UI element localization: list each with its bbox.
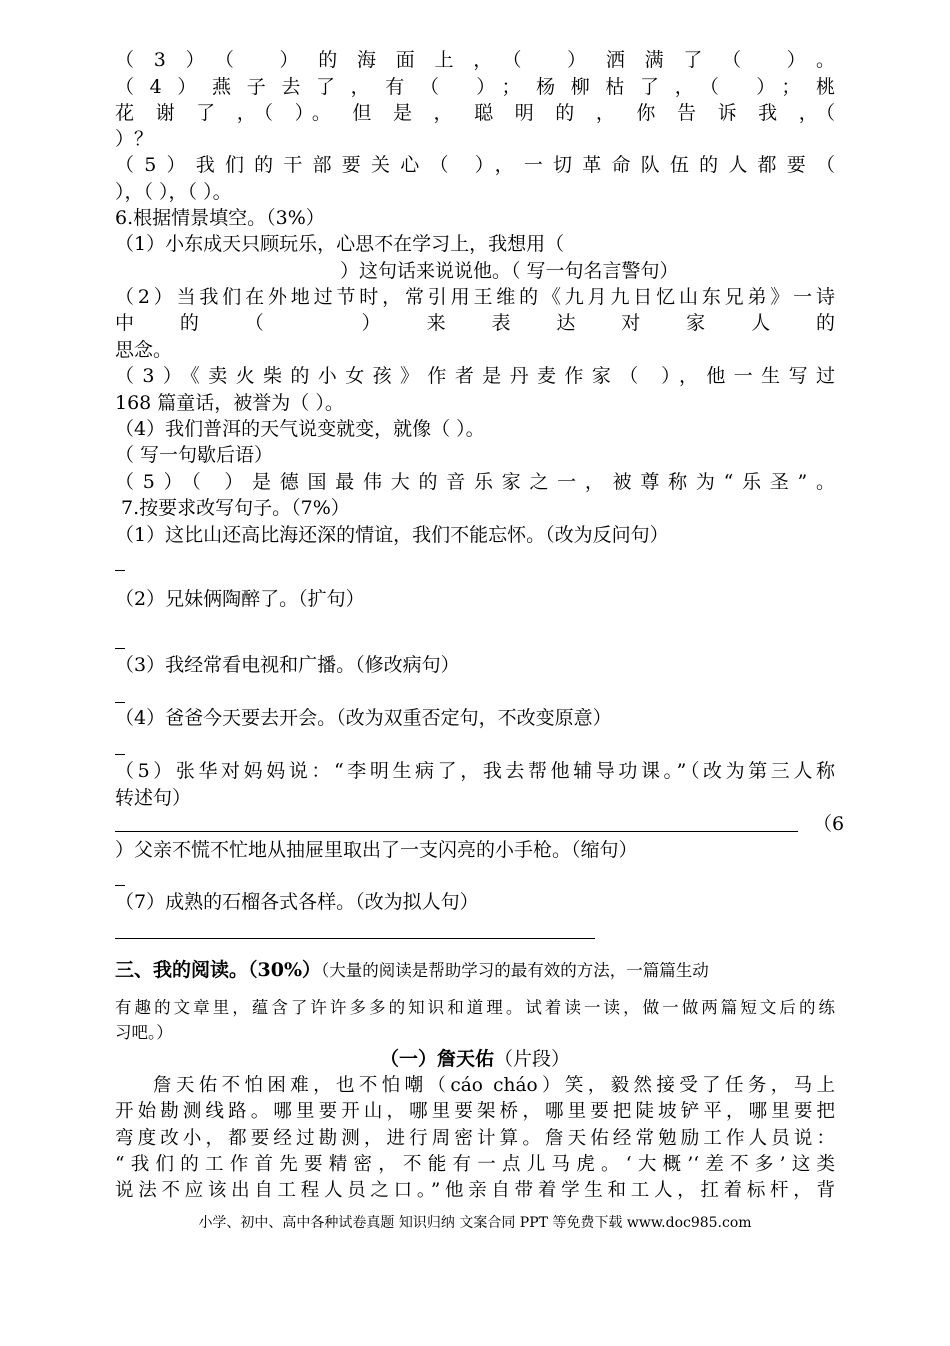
q6-item-5: （5）（ ）是德国最伟大的音乐家之一，被尊称为“乐圣”。	[115, 471, 835, 493]
q7-sentence-5a: （5）张华对妈妈说：“李明生病了，我去帮他辅导功课。”（改为第三人称	[115, 760, 835, 782]
q7-sentence-1: （1）这比山还高比海还深的情谊，我们不能忘怀。（改为反问句）	[115, 524, 669, 546]
answer-line	[115, 754, 125, 755]
passage-line-2: 开始勘测线路。哪里要开山，哪里要架桥，哪里要把陡坡铲平，哪里要把	[115, 1101, 835, 1122]
q7-sentence-3: （3）我经常看电视和广播。（修改病句）	[115, 654, 460, 676]
passage-line-4: “我们的工作首先要精密，不能有一点儿马虎。‘大概’‘差不多’这类	[115, 1154, 835, 1175]
section3-intro-a: （大量的阅读是帮助学习的最有效的方法，一篇篇生动	[321, 961, 709, 980]
q5-line-4a: （4）燕子去了，有（ ）；杨柳枯了，（ ）；桃	[115, 76, 835, 98]
q6-item-2a: （2）当我们在外地过节时，常引用王维的《九月九日忆山东兄弟》一诗	[115, 286, 835, 308]
passage-title	[0, 1045, 950, 1073]
q6-item-1a: （1）小东成天只顾玩乐，心思不在学习上，我想用（	[115, 233, 565, 255]
answer-line	[115, 938, 595, 939]
answer-line	[115, 702, 125, 703]
passage-title-note: （片段）	[494, 1048, 571, 1070]
q5-line-5a: （5）我们的干部要关心（ ），一切革命队伍的人都要（	[115, 154, 835, 176]
q6-item-2b: 中的（ ）来表达对家人的	[115, 312, 835, 334]
page-footer: 小学、初中、高中各种试卷真题 知识归纳 文案合同 PPT 等免费下载 www.doc985.com	[198, 1215, 752, 1231]
passage-title-main: （一）詹天佑	[379, 1048, 494, 1070]
q5-line-5b: ），（ ），（ ）。	[115, 181, 232, 203]
q6-item-3a: （3）《卖火柴的小女孩》作者是丹麦作家（ ），他一生写过	[115, 365, 835, 387]
q6-item-1b: ）这句话来说说他。（ 写一句名言警句）	[340, 260, 679, 282]
q5-line-4c: ）？	[115, 128, 154, 150]
passage-line-3: 弯度改小，都要经过勘测，进行周密计算。詹天佑经常勉励工作人员说：	[115, 1128, 835, 1149]
q7-sentence-6-number: （6	[813, 813, 845, 835]
section3-intro-c: 习吧。）	[115, 1023, 173, 1042]
q7-sentence-2: （2）兄妹俩陶醉了。（扩句）	[115, 588, 365, 610]
passage-line-1: 詹天佑不怕困难，也不怕嘲（cáo cháo）笑，毅然接受了任务，马上	[153, 1075, 835, 1096]
q7-sentence-6: ）父亲不慌不忙地从抽屉里取出了一支闪亮的小手枪。（缩句）	[115, 839, 638, 861]
q7-sentence-7: （7）成熟的石榴各式各样。（改为拟人句）	[115, 891, 479, 913]
q6-item-4b: （ 写一句歇后语）	[115, 444, 274, 466]
section3-intro-b: 有趣的文章里，蕴含了许许多多的知识和道理。试着读一读，做一做两篇短文后的练	[115, 998, 835, 1017]
q6-item-3b: 168 篇童话，被誉为（ ）。	[115, 392, 344, 414]
answer-line	[115, 648, 125, 649]
answer-line	[115, 885, 125, 886]
q7-sentence-4: （4）爸爸今天要去开会。（改为双重否定句，不改变原意）	[115, 707, 612, 729]
q6-heading: 6.根据情景填空。（3%）	[115, 207, 325, 229]
answer-line	[115, 831, 798, 832]
q5-line-3: （3）（ ）的海面上，（ ）洒满了（ ）。	[115, 49, 835, 71]
q6-item-2c: 思念。	[115, 339, 173, 361]
answer-line	[115, 570, 125, 571]
q6-item-4a: （4）我们普洱的天气说变就变，就像（ ）。	[115, 418, 485, 440]
q7-sentence-5b: 转述句）	[115, 787, 192, 809]
section3-heading: 三、我的阅读。（30%）	[115, 959, 321, 981]
q7-heading: 7.按要求改写句子。（7%）	[121, 497, 350, 519]
section3-heading-line	[115, 957, 840, 984]
q5-line-4b: 花 谢 了 ，（ ）。 但 是 ， 聪 明 的 ， 你 告 诉 我 ，（	[115, 102, 835, 124]
passage-line-5: 说法不应该出自工程人员之口。”他亲自带着学生和工人，扛着标杆，背	[115, 1180, 835, 1201]
